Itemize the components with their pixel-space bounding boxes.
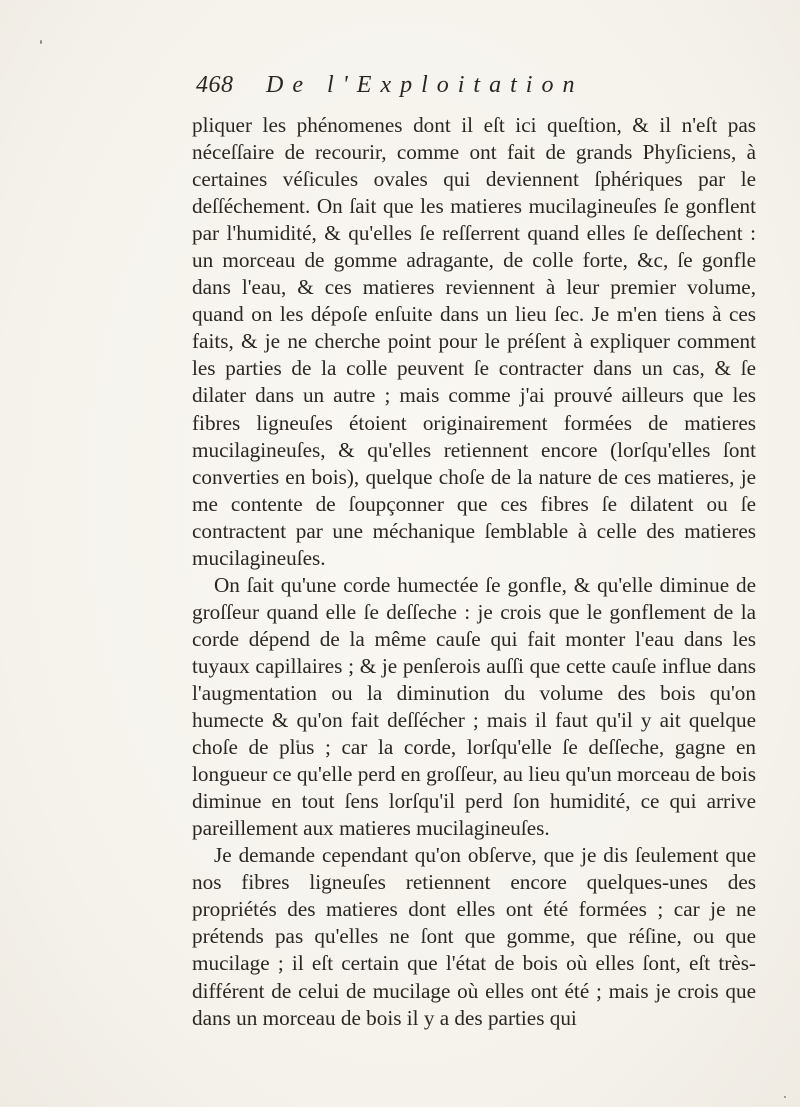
paragraph: pliquer les phénomenes dont il eſt ici queſtion, & il n'eſt pas néceſſaire de recourir, comme ont fait de grands Phyſiciens, à certaines véſicules ovales qui deviennent ſphériques par le deſſéchement. On ſait que les matieres mucilagineuſes ſe gonflent par l'humidité, & qu'elles ſe reſſerrent quand elles ſe deſſechent : un morceau de gomme adragante, de colle forte, &c, ſe gonfle dans l'eau, & ces matieres reviennent à leur premier volume, quand on les dépoſe enſuite dans un lieu ſec. Je m'en tiens à ces faits, & je ne cherche point pour le préſent à expliquer comment les parties de la colle peuvent ſe contracter dans un cas, & ſe dilater dans un autre ; mais comme j'ai prouvé ailleurs que les fibres ligneuſes étoient originairement formées de matieres mucilagineuſes, & qu'elles retiennent encore (lorſqu'elles ſont converties en bois), quelque choſe de la nature de ces matieres, je me contente de ſoupçonner que ces fibres ſe dilatent ou ſe contractent par une méchanique ſemblable à celle des matieres mucilagineuſes. — [192, 113, 756, 570]
paragraph: Je demande cependant qu'on obſerve, que je dis ſeulement que nos fibres ligneuſes retiennent encore quelques-unes des propriétés des matieres dont elles ont été formées ; car je ne prétends pas qu'elles ne ſont que gomme, que réſine, ou que mucilage ; il eſt certain que l'état de bois où elles ſont, eſt très-différent de celui de mucilage où elles ont été ; mais je crois que dans un morceau de bois il y a des parties qui — [192, 843, 756, 1030]
paragraph: On ſait qu'une corde humectée ſe gonfle, & qu'elle diminue de groſſeur quand elle ſe deſſeche : je crois que le gonflement de la corde dépend de la même cauſe qui fait monter l'eau dans les tuyaux capillaires ; & je penſerois auſſi que cette cauſe influe dans l'augmentation ou la diminution du volume des bois qu'on humecte & qu'on fait deſſécher ; mais il faut qu'il y ait quelque choſe de plus ; car la corde, lorſqu'elle ſe deſſeche, gagne en longueur ce qu'elle perd en groſſeur, au lieu qu'un morceau de bois diminue en tout ſens lorſqu'il perd ſon humidité, ce qui arrive pareillement aux matieres mucilagineuſes. — [192, 572, 756, 841]
body-text — [192, 112, 756, 1032]
running-head: De l'Exploitation — [266, 72, 584, 98]
page-number: 468 — [196, 72, 234, 98]
ink-speck — [784, 1096, 786, 1098]
ink-speck — [40, 40, 42, 44]
page-header — [196, 72, 756, 112]
